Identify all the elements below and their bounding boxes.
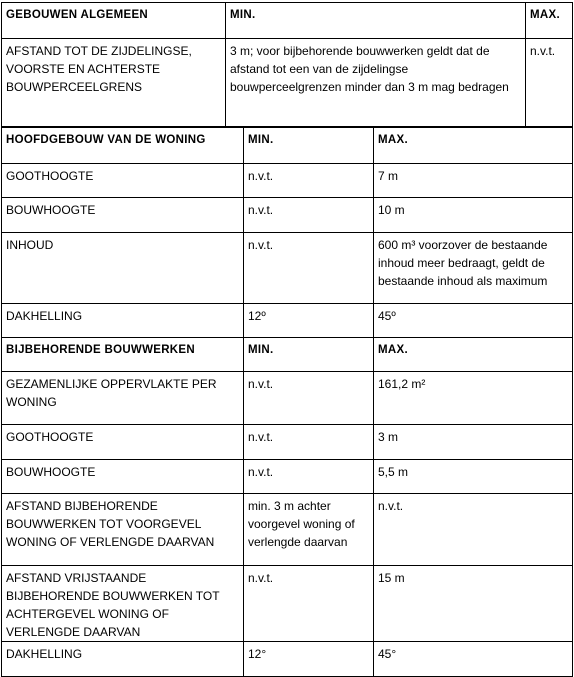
cell: 7 m [374,163,573,197]
header-cell: MAX. [526,3,573,39]
cell: n.v.t. [244,163,374,197]
cell: n.v.t. [374,493,573,565]
cell: 45° [374,641,573,676]
table-row [2,371,573,424]
header-cell: BIJBEHORENDE BOUWWERKEN [2,337,244,371]
table-row [2,459,573,493]
cell: 45º [374,303,573,337]
cell: BOUWHOOGTE [2,459,244,493]
cell: GOOTHOOGTE [2,424,244,459]
cell: n.v.t. [244,565,374,641]
cell: INHOUD [2,232,244,303]
cell: n.v.t. [244,232,374,303]
cell: GEZAMENLIJKE OPPERVLAKTE PER WONING [2,371,244,424]
header-cell: HOOFDGEBOUW VAN DE WONING [2,127,244,163]
cell: 600 m³ voorzover de bestaande inhoud meer bedraagt, geldt de bestaande inhoud als maximum [374,232,573,303]
cell: GOOTHOOGTE [2,163,244,197]
cell: DAKHELLING [2,641,244,676]
table-row [2,232,573,303]
cell: n.v.t. [244,197,374,232]
cell: 3 m [374,424,573,459]
table-row [2,197,573,232]
table-row [2,163,573,197]
cell: 3 m; voor bijbehorende bouwwerken geldt dat de afstand tot een van de zijdelingse bouwperceelgrenzen minder dan 3 m mag bedragen [226,39,526,127]
requirements-table [1,126,573,677]
cell: n.v.t. [526,39,573,127]
header-cell: MAX. [374,127,573,163]
cell: AFSTAND BIJBEHORENDE BOUWWERKEN TOT VOORGEVEL WONING OF VERLENGDE DAARVAN [2,493,244,565]
table-row [2,303,573,337]
cell: 12° [244,641,374,676]
cell: 5,5 m [374,459,573,493]
cell: n.v.t. [244,424,374,459]
table-row [2,424,573,459]
table-row [2,565,573,641]
cell: AFSTAND VRIJSTAANDE BIJBEHORENDE BOUWWERKEN TOT ACHTERGEVEL WONING OF VERLENGDE DAARVAN [2,565,244,641]
cell: 10 m [374,197,573,232]
table-header-row [2,337,573,371]
cell: DAKHELLING [2,303,244,337]
table-header-row [2,3,573,39]
cell: n.v.t. [244,459,374,493]
table-row [2,641,573,676]
cell: BOUWHOOGTE [2,197,244,232]
table-row [2,39,573,127]
cell: 15 m [374,565,573,641]
cell: 161,2 m² [374,371,573,424]
header-cell: GEBOUWEN ALGEMEEN [2,3,226,39]
table-header-row [2,127,573,163]
cell: AFSTAND TOT DE ZIJDELINGSE, VOORSTE EN ACHTERSTE BOUWPERCEELGRENS [2,39,226,127]
cell: n.v.t. [244,371,374,424]
cell: 12º [244,303,374,337]
header-cell: MAX. [374,337,573,371]
header-cell: MIN. [244,127,374,163]
header-cell: MIN. [244,337,374,371]
cell: min. 3 m achter voorgevel woning of verlengde daarvan [244,493,374,565]
table-row [2,493,573,565]
general-buildings-table [1,2,573,127]
header-cell: MIN. [226,3,526,39]
